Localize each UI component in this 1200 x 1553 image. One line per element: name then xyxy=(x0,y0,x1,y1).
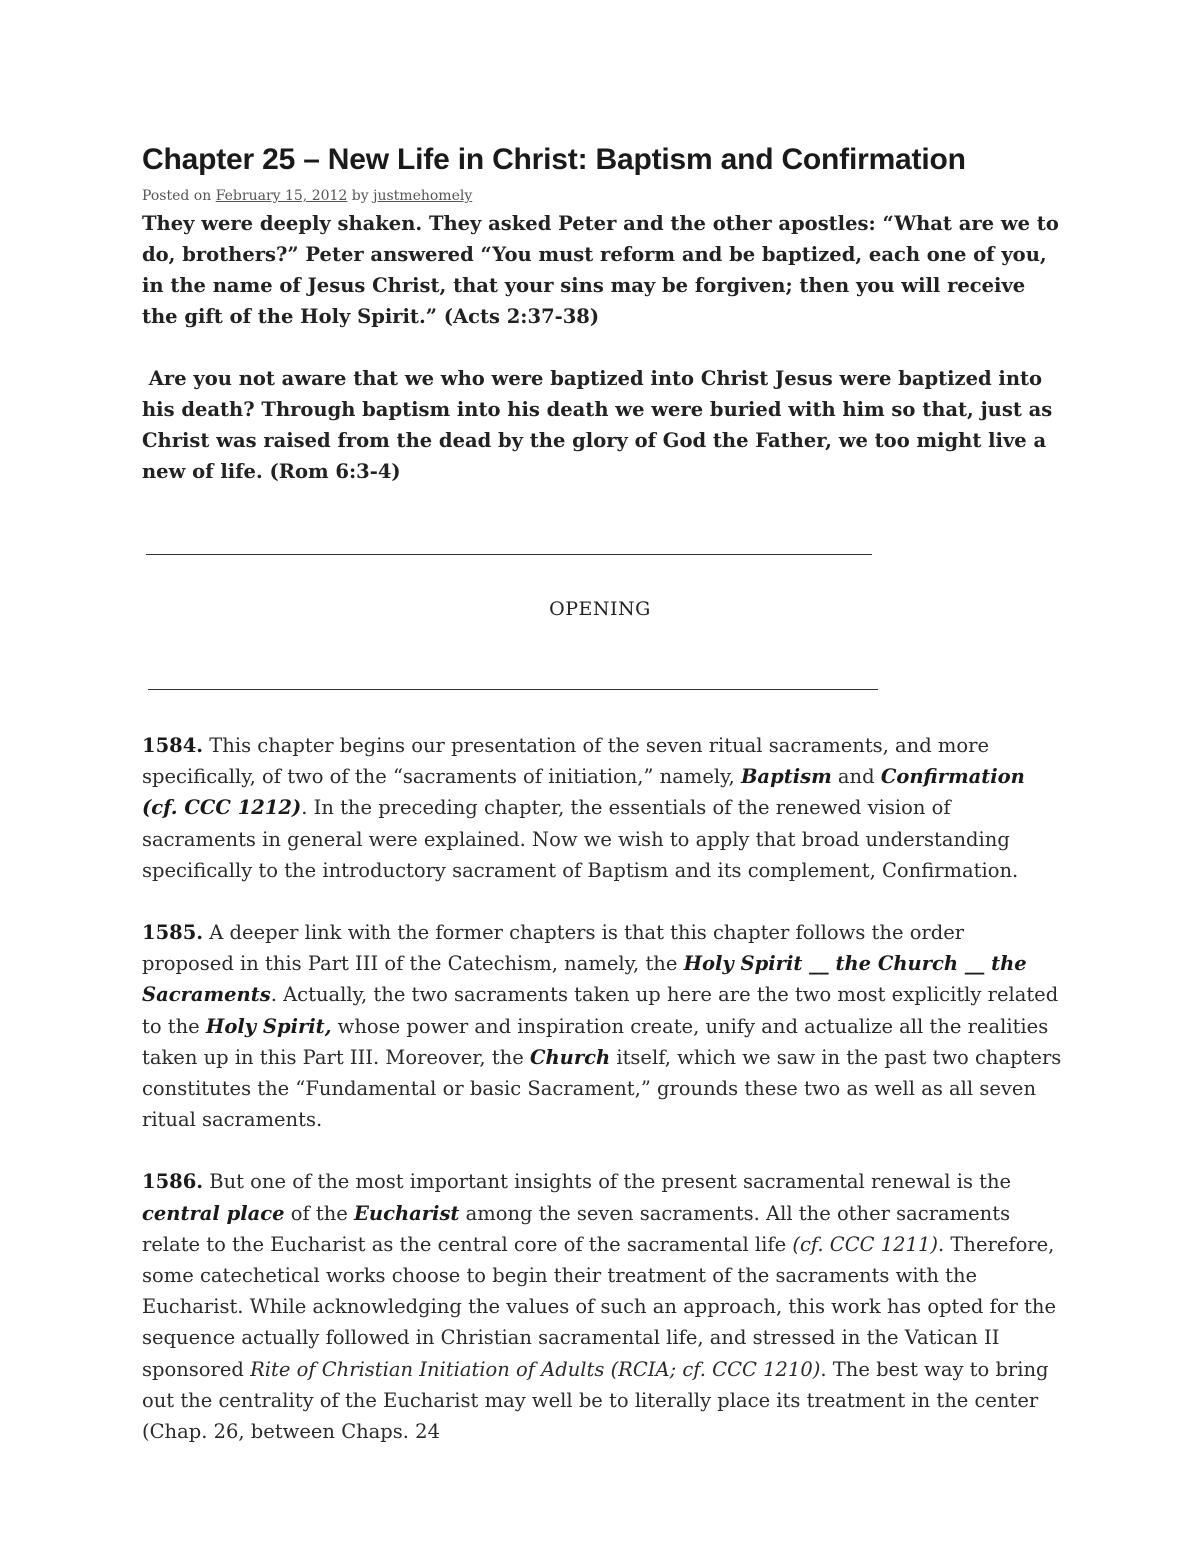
by-label: by xyxy=(351,188,369,204)
emphasis-text: Confirmation xyxy=(880,765,1025,789)
paragraph-number: 1586. xyxy=(142,1170,204,1194)
scripture-quote-romans-text: Are you not aware that we who were baptized into Christ Jesus were baptized into his death? Through baptism into his death we were buried with him so that, just as Christ was raised from the dead by the glory of God the Father, we too might live a new of life. (Rom 6:3-4) xyxy=(142,367,1053,483)
section-heading: OPENING xyxy=(549,598,651,620)
paragraph-text: . In the preceding chapter, the essentials of the renewed vision of sacraments in general were explained. Now we wish to apply that broad understanding specifically to the introductory sacrament of Baptism and its complement, Confirmation. xyxy=(142,796,1019,882)
paragraph-1585 xyxy=(142,917,1062,1135)
paragraph-text: . Actually, the two sacraments taken up here are the two most explicitly related to the xyxy=(142,983,1059,1038)
paragraph-text: itself, which we saw in the past two chapters constitutes the “Fundamental or basic Sacrament,” grounds these two as well as all seven ritual sacraments. xyxy=(142,1045,1062,1132)
paragraph-text: whose power and inspiration create, unify and actualize all the realities taken up in this Part III. Moreover, the xyxy=(142,1014,1049,1069)
emphasis-text: Holy Spirit, xyxy=(205,1014,332,1038)
citation-text: (cf. CCC 1212) xyxy=(142,796,302,820)
emphasis-text: Church xyxy=(529,1045,611,1069)
horizontal-rule-bottom xyxy=(148,689,878,690)
scripture-quote-acts: They were deeply shaken. They asked Peter and the other apostles: “What are we to do, brothers?” Peter answered “You must reform and be baptized, each one of you, in the name of Jesus Christ, that your sins may be forgiven; then you will receive the gift of the Holy Spirit.” (Acts 2:37-38) xyxy=(142,212,1059,328)
document-page xyxy=(142,140,1062,1444)
scripture-quote-romans xyxy=(142,363,1062,487)
paragraph-text: . The best way to bring out the centrality of the Eucharist may well be to literally place its treatment in the center (Chap. 26, between Chaps. 24 xyxy=(142,1357,1049,1444)
paragraph-text: This chapter begins our presentation of the seven ritual sacraments, and more specifically, of two of the “sacraments of initiation,” namely, xyxy=(142,734,990,789)
paragraph-text: But one of the most important insights of the present sacramental renewal is the xyxy=(203,1170,1012,1194)
post-title: Chapter 25 – New Life in Christ: Baptism and Confirmation xyxy=(142,143,966,176)
paragraph-text: and xyxy=(831,765,881,789)
posted-on-label: Posted on xyxy=(142,188,212,204)
paragraph-1586 xyxy=(142,1166,1062,1447)
emphasis-text: central place xyxy=(142,1201,285,1225)
post-date-link[interactable]: February 15, 2012 xyxy=(215,188,348,204)
paragraph-number: 1585. xyxy=(142,921,204,945)
emphasis-text: Eucharist xyxy=(354,1201,460,1225)
post-meta xyxy=(142,186,1062,206)
citation-text: Rite of Christian Initiation of Adults (RCIA; cf. CCC 1210) xyxy=(250,1357,821,1381)
citation-text: (cf. CCC 1211) xyxy=(792,1232,938,1256)
paragraph-1584 xyxy=(142,730,1062,886)
paragraph-text: A deeper link with the former chapters is that this chapter follows the order proposed in this Part III of the Catechism, namely, the xyxy=(142,921,965,976)
paragraph-number: 1584. xyxy=(142,734,204,757)
emphasis-text: Baptism xyxy=(740,765,832,789)
body-paragraphs xyxy=(142,730,1062,1478)
paragraph-text: of the xyxy=(284,1201,355,1225)
emphasis-text: Holy Spirit __ the Church __ the Sacraments xyxy=(142,952,1027,1007)
horizontal-rule-top xyxy=(146,554,872,555)
paragraph-text: among the seven sacraments. All the other sacraments relate to the Eucharist as the central core of the sacramental life xyxy=(142,1201,1011,1256)
paragraph-text: . Therefore, some catechetical works choose to begin their treatment of the sacraments with the Eucharist. While acknowledging the values of such an approach, this work has opted for the sequence actually followed in Christian sacramental life, and stressed in the Vatican II sponsored xyxy=(142,1232,1057,1381)
author-link[interactable]: justmehomely xyxy=(373,188,473,204)
